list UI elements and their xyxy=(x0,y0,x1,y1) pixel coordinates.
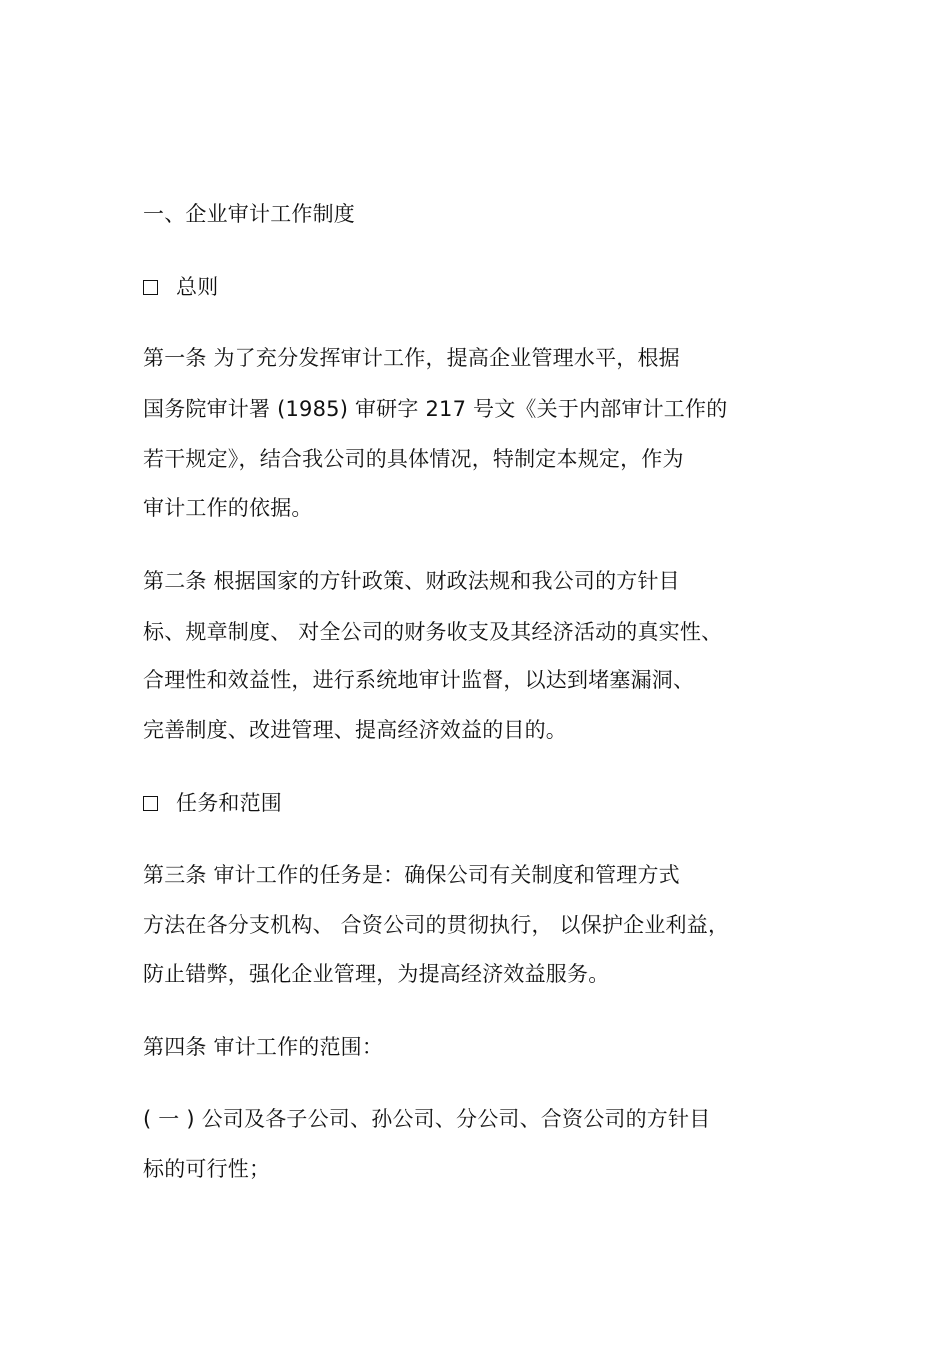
checkbox-icon xyxy=(143,796,158,811)
article-2-line-2: 标、规章制度、 对全公司的财务收支及其经济活动的真实性、 xyxy=(143,620,723,644)
article-3-line-3: 防止错弊，强化企业管理，为提高经济效益服务。 xyxy=(143,962,610,986)
section-heading-scope xyxy=(143,788,282,818)
article-2-line-4: 完善制度、改进管理、提高经济效益的目的。 xyxy=(143,718,567,742)
document-title: 一、企业审计工作制度 xyxy=(143,202,355,226)
article-1-line-2: 国务院审计署 (1985) 审研字 217 号文《关于内部审计工作的 xyxy=(143,397,728,421)
article-1-line-1: 第一条 为了充分发挥审计工作，提高企业管理水平，根据 xyxy=(143,346,680,370)
section-heading-label: 任务和范围 xyxy=(176,791,282,815)
section-heading-label: 总则 xyxy=(176,275,219,299)
article-2-line-1: 第二条 根据国家的方针政策、财政法规和我公司的方针目 xyxy=(143,569,680,593)
section-heading-general xyxy=(143,272,218,302)
article-3-line-2: 方法在各分支机构、 合资公司的贯彻执行， 以保护企业利益， xyxy=(143,913,730,937)
item-1-line-1: ( 一 ) 公司及各子公司、孙公司、分公司、合资公司的方针目 xyxy=(143,1107,711,1131)
article-1-line-3: 若干规定》，结合我公司的具体情况，特制定本规定，作为 xyxy=(143,447,684,471)
article-1-line-4: 审计工作的依据。 xyxy=(143,496,313,520)
checkbox-icon xyxy=(143,280,158,295)
item-1-line-2: 标的可行性； xyxy=(143,1157,271,1181)
article-2-line-3: 合理性和效益性，进行系统地审计监督，以达到堵塞漏洞、 xyxy=(143,668,695,692)
article-4-line-1: 第四条 审计工作的范围： xyxy=(143,1035,384,1059)
article-3-line-1: 第三条 审计工作的任务是：确保公司有关制度和管理方式 xyxy=(143,863,680,887)
